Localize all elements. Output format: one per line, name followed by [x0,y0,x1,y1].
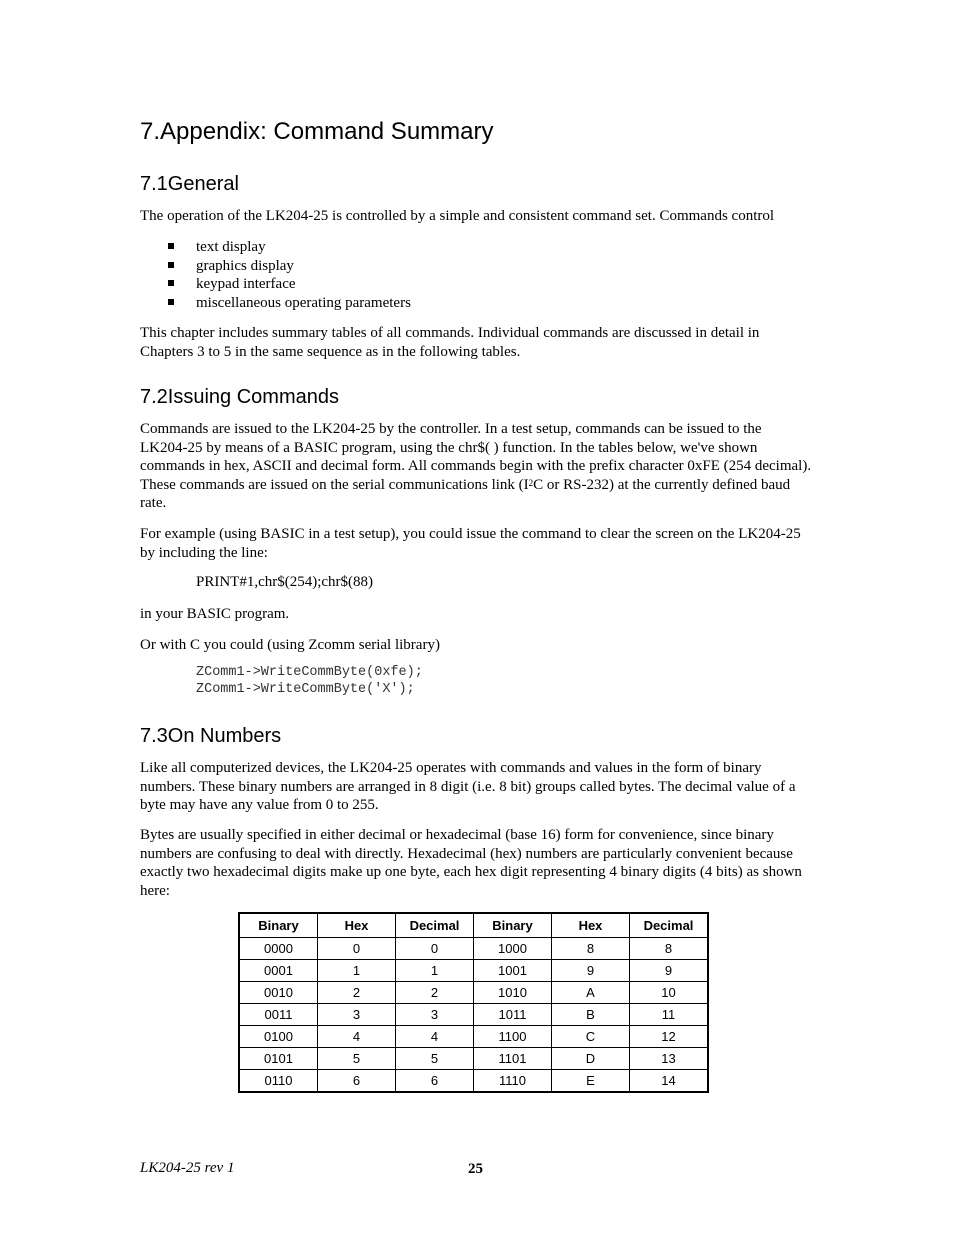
table-row [239,982,708,1004]
chapter-title: 7.Appendix: Command Summary [140,118,494,145]
column-header: Binary [239,913,318,938]
table-cell: B [552,1004,630,1026]
table-cell: 11 [630,1004,709,1026]
table-header-row [239,913,708,938]
binary-hex-decimal-table [238,912,709,1093]
table-cell: A [552,982,630,1004]
section-heading-general: 7.1General [140,173,239,195]
section-heading-issuing: 7.2Issuing Commands [140,386,339,408]
table-cell: 3 [396,1004,474,1026]
table-cell: 1011 [474,1004,552,1026]
numbers-paragraph-2: Bytes are usually specified in either decimal or hexadecimal (base 16) form for convenience, since binary numbers are confusing to deal with directly. Hexadecimal (hex) numbers are particularly convenient because exactly two hexadecimal digits make up one byte, each hex digit representing 4 binary digits (4 bits) as shown here: [140,827,802,899]
table-cell: 1001 [474,960,552,982]
table-cell: 0000 [239,938,318,960]
table-cell: 3 [318,1004,396,1026]
table-cell: 0100 [239,1026,318,1048]
table-cell: 13 [630,1048,709,1070]
table-cell: 6 [318,1070,396,1093]
table-cell: 10 [630,982,709,1004]
basic-code-line: PRINT#1,chr$(254);chr$(88) [196,574,374,590]
c-code-block: ZComm1->WriteCommByte(0xfe); ZComm1->WriteCommByte('X'); [196,665,423,697]
table-cell: 1010 [474,982,552,1004]
table-row [239,960,708,982]
table-row [239,938,708,960]
table-cell: 0011 [239,1004,318,1026]
column-header: Decimal [396,913,474,938]
table-cell: 4 [318,1026,396,1048]
issuing-paragraph-4: Or with C you could (using Zcomm serial library) [140,637,440,653]
table-cell: 1 [318,960,396,982]
table-cell: 6 [396,1070,474,1093]
list-item: miscellaneous operating parameters [168,294,411,313]
table-cell: 9 [552,960,630,982]
table-cell: 14 [630,1070,709,1093]
table-cell: 12 [630,1026,709,1048]
column-header: Hex [552,913,630,938]
table-cell: E [552,1070,630,1093]
square-bullet-icon [168,280,174,286]
list-item: keypad interface [168,275,411,294]
square-bullet-icon [168,262,174,268]
section-heading-numbers: 7.3On Numbers [140,725,282,747]
list-item: graphics display [168,257,411,276]
general-paragraph-2: This chapter includes summary tables of all commands. Individual commands are discussed in detail in Chapters 3 to 5 in the same sequence as in the following tables. [140,325,760,360]
table-cell: 0101 [239,1048,318,1070]
footer-page-number: 25 [468,1161,483,1177]
table-cell: C [552,1026,630,1048]
table-cell: D [552,1048,630,1070]
table-cell: 5 [318,1048,396,1070]
table-cell: 2 [396,982,474,1004]
table-row [239,1048,708,1070]
table-cell: 0110 [239,1070,318,1093]
table-row [239,1004,708,1026]
column-header: Binary [474,913,552,938]
table-cell: 1 [396,960,474,982]
table-cell: 8 [630,938,709,960]
footer-document-revision: LK204-25 rev 1 [140,1160,235,1176]
column-header: Hex [318,913,396,938]
table-cell: 2 [318,982,396,1004]
numbers-paragraph-1: Like all computerized devices, the LK204-25 operates with commands and values in the form of binary numbers. These binary numbers are arranged in 8 digit (i.e. 8 bit) groups called bytes. The decimal value of a byte may have any value from 0 to 255. [140,760,796,813]
table-cell: 0 [396,938,474,960]
general-intro: The operation of the LK204-25 is controlled by a simple and consistent command set. Commands control [140,208,775,224]
issuing-paragraph-2: For example (using BASIC in a test setup), you could issue the command to clear the screen on the LK204-25 by including the line: [140,526,801,561]
table-cell: 1110 [474,1070,552,1093]
issuing-paragraph-3: in your BASIC program. [140,606,290,622]
column-header: Decimal [630,913,709,938]
table-cell: 9 [630,960,709,982]
square-bullet-icon [168,299,174,305]
table-cell: 1101 [474,1048,552,1070]
table-cell: 0010 [239,982,318,1004]
list-item: text display [168,238,411,257]
table-cell: 8 [552,938,630,960]
table-cell: 1100 [474,1026,552,1048]
table-row [239,1026,708,1048]
table-cell: 0 [318,938,396,960]
square-bullet-icon [168,243,174,249]
table-cell: 5 [396,1048,474,1070]
table-cell: 1000 [474,938,552,960]
table-cell: 4 [396,1026,474,1048]
command-category-list [168,238,411,312]
table-row [239,1070,708,1093]
issuing-paragraph-1: Commands are issued to the LK204-25 by the controller. In a test setup, commands can be issued to the LK204-25 by means of a BASIC program, using the chr$( ) function. In the tables below, we've shown commands in hex, ASCII and decimal form. All commands begin with the prefix character 0xFE (254 decimal). These commands are issued on the serial communications link ($I^2C$ or RS-232) at the currently defined baud rate. [140,421,812,511]
table-cell: 0001 [239,960,318,982]
